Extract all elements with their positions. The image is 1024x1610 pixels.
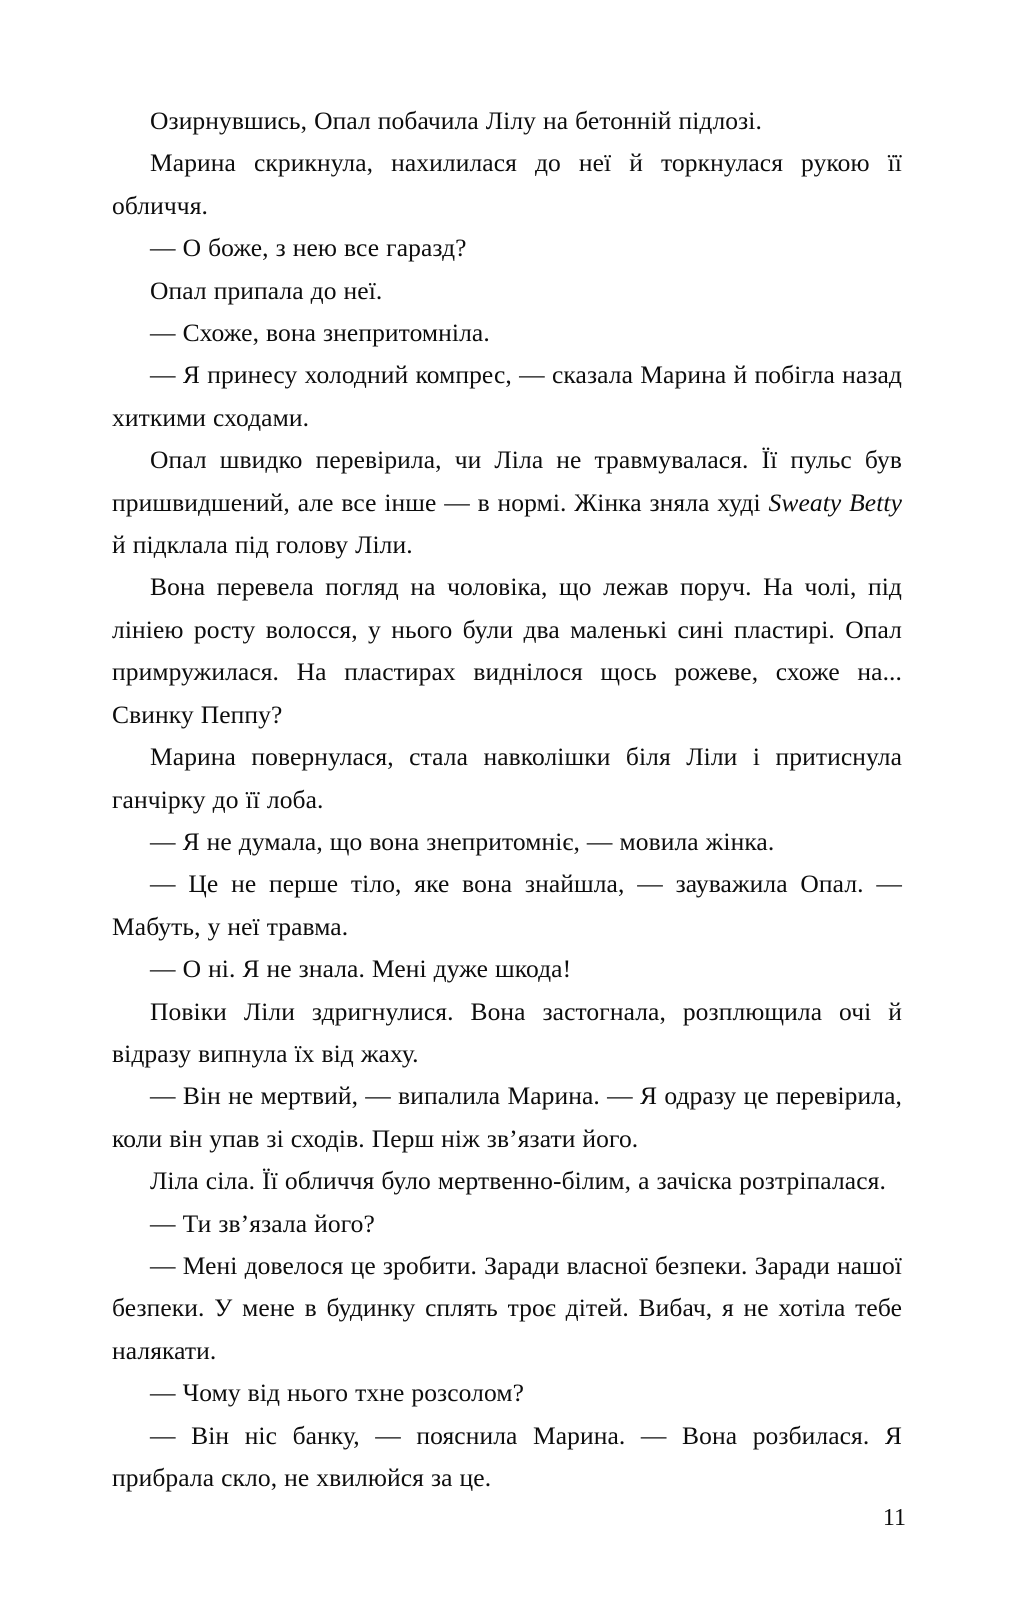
- paragraph: Повіки Ліли здригнулися. Вона застогнала, розплющила очі й відразу випнула їх від жаху.: [112, 996, 902, 1068]
- paragraph: — Він не мертвий, — випалила Марина. — Я одразу це перевірила, коли він упав зі сходів. Перш ніж зв’язати його.: [112, 1081, 902, 1153]
- paragraph: Опал припала до неї.: [150, 275, 383, 305]
- paragraph: — О боже, з нею все гаразд?: [150, 233, 467, 263]
- paragraph: — Мені довелося це зробити. Заради власної безпеки. Заради нашої безпеки. У мене в будинку сплять троє дітей. Вибач, я не хотіла тебе налякати.: [112, 1250, 902, 1365]
- paragraph: — Схоже, вона знепритомніла.: [150, 318, 490, 348]
- paragraph: — Я принесу холодний компрес, — сказала Марина й побігла назад хиткими сходами.: [112, 360, 902, 432]
- paragraph: — Він ніс банку, — пояснила Марина. — Вона розбилася. Я прибрала скло, не хвилюйся за це.: [112, 1420, 902, 1492]
- paragraph: Ліла сіла. Її обличчя було мертвенно-білим, а зачіска розтріпалася.: [150, 1166, 886, 1196]
- paragraph: Марина скрикнула, нахилилася до неї й торкнулася рукою її обличчя.: [112, 148, 902, 220]
- paragraph-text: Опал швидко перевірила, чи Ліла не травмувалася. Її пульс був пришвидшений, але все інше — в нормі. Жінка зняла худі Sweaty Betty й підклала під голову Ліли.: [112, 445, 902, 560]
- paragraph-with-italic: [112, 439, 902, 566]
- page-number: 11: [882, 1505, 906, 1531]
- paragraph: — Ти зв’язала його?: [150, 1208, 375, 1238]
- paragraph: Вона перевела погляд на чоловіка, що лежав поруч. На чолі, під лініею росту волосся, у нього були два маленькі сині пластирі. Опал примружилася. На пластирах виднілося щось рожеве, схоже на... Свинку Пеппу?: [112, 572, 902, 729]
- paragraph: Озирнувшись, Опал побачила Лілу на бетонній підлозі.: [150, 106, 762, 135]
- paragraph: — О ні. Я не знала. Мені дуже шкода!: [150, 954, 572, 984]
- paragraph: — Я не думала, що вона знепритомніє, — мовила жінка.: [150, 826, 775, 856]
- italic-title: Sweaty Betty: [768, 487, 902, 517]
- paragraph: — Це не перше тіло, яке вона знайшла, — зауважила Опал. — Мабуть, у неї травма.: [112, 869, 902, 941]
- paragraph: Марина повернулася, стала навколішки біля Ліли і притиснула ганчірку до її лоба.: [112, 742, 902, 814]
- body-text: [112, 100, 902, 1499]
- paragraph: — Чому від нього тхне розсолом?: [150, 1378, 525, 1408]
